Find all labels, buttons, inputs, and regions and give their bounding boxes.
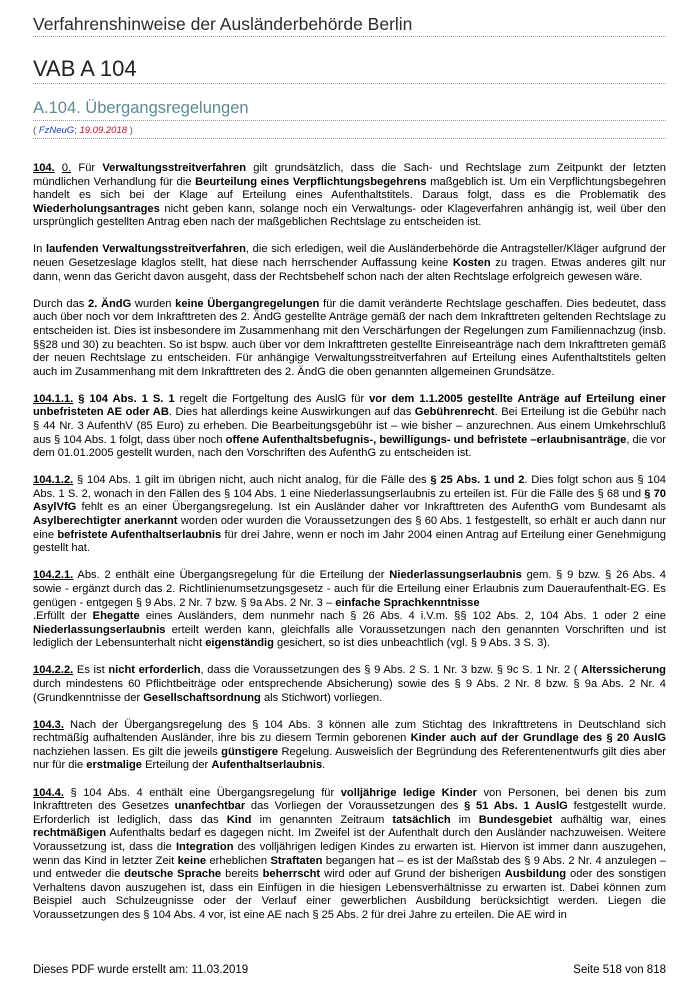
emphasis-text: laufenden Verwaltungsstreitverfahren	[45, 243, 246, 256]
emphasis-text: Ausbildung	[504, 868, 567, 881]
paragraph-text: 0.	[61, 162, 72, 174]
paragraph	[33, 719, 666, 773]
paragraph-text: erheblichen	[206, 854, 271, 867]
emphasis-text: § 51 Abs. 1 AuslG	[464, 800, 568, 813]
paragraph-number: 104.1.2.	[33, 474, 74, 487]
emphasis-text: Beurteilung eines Verpflichtungsbegehrens	[195, 175, 427, 188]
paragraph-text: das Vorliegen der Voraussetzungen des	[245, 800, 465, 813]
paragraph-text: Erteilung der	[142, 759, 212, 772]
paragraph-text: , dass die Voraussetzungen des § 9 Abs. 2 S. 1 Nr. 3 bzw. § 9c S. 1 Nr. 2 (	[200, 664, 582, 677]
meta-tag: FzNeuG	[38, 125, 75, 136]
paragraph-text: zu tragen. Etwas anderes gilt nur dann, wenn das Gericht davon ausgeht, dass der Rechtsbehelf schon nach der alten Rechtslage erfolgreich gewesen wäre.	[33, 257, 666, 283]
emphasis-text: Integration	[175, 840, 234, 853]
emphasis-text: Wiederholungsantrages	[33, 202, 160, 215]
emphasis-text: deutsche Sprache	[124, 868, 222, 881]
paragraph-text: . Dies folgt schon aus § 104 Abs. 1 S. 2, wonach in den Fällen des § 104 Abs. 1 eine Niederlassungserlaubnis zu erteilen ist. Für die Fälle des § 68 und	[33, 474, 666, 500]
emphasis-text: Bundesgebiet	[478, 813, 553, 826]
paragraph-text: worden oder wurden die Voraussetzungen des § 60 Abs. 1 festgestellt, so erhält er auch dann nur eine	[33, 515, 667, 541]
emphasis-text: Alterssicherung	[581, 664, 666, 677]
paragraph-text: Nach der Übergangsregelung des § 104 Abs. 3 können alle zum Stichtag des Inkrafttretens in Deutschland sich rechtmäßig aufhaltenden Ausländer, ihre bis zu diesem Termin geborenen	[33, 718, 666, 745]
paragraph	[33, 243, 666, 284]
page-footer	[33, 964, 666, 976]
document-title: VAB A 104	[33, 56, 137, 81]
paragraph-text: nachziehen lassen. Es gilt die jeweils	[33, 745, 222, 758]
paragraph-text: .Erfüllt der	[33, 610, 93, 623]
paragraph	[33, 569, 666, 651]
emphasis-text: rechtmäßigen	[33, 827, 107, 840]
emphasis-text: Verwaltungsstreitverfahren	[102, 162, 247, 174]
paragraph-text: erteilt werden kann, gleichfalls alle Voraussetzungen nach den genannten Vorschriften und ist lediglich der Lebensunterhalt nicht	[33, 623, 666, 650]
paragraph-text: Regelung. Ausweislich der Begründung des Referentenentwurfs gilt dies aber nur für die	[33, 745, 666, 772]
paragraph-text: Abs. 2 enthält eine Übergangsregelung für die Erteilung der	[73, 569, 390, 582]
meta-close: )	[127, 125, 133, 136]
paragraph	[33, 393, 666, 461]
paragraph-number: 104.	[33, 162, 55, 174]
paragraph-text: im	[450, 813, 479, 826]
emphasis-text: Kind	[226, 813, 252, 826]
paragraph-text: als Stichwort) vorliegen.	[260, 691, 383, 704]
paragraph-text: Für	[71, 162, 103, 174]
emphasis-text: keine	[177, 854, 207, 867]
emphasis-text: günstigere	[221, 745, 279, 758]
emphasis-text: volljährige ledige Kinder	[340, 786, 477, 799]
emphasis-text: Niederlassungserlaubnis	[33, 623, 166, 636]
paragraph-text: festgestellt wurde. Erforderlich ist lediglich, dass das	[33, 800, 666, 826]
meta-separator: ;	[74, 125, 80, 136]
emphasis-text: erstmalige	[86, 759, 142, 772]
paragraph-text: . Bei Erteilung ist die Gebühr nach § 44 Nr. 3 AufenthV (85 Euro) zu erheben. Die Bearbeitungsgebühr ist – wie bisher – anzurechnen. Aus einem Umkehrschluß aus § 104 Abs. 1 folgt, dass über noch	[33, 406, 667, 446]
paragraph-text: maßgeblich ist. Um ein Verpflichtungsbegehren handelt es sich bei der Klage auf Erteilung eines Aufenthaltstitels. Daraus folgt, dass es die Problematik des	[33, 175, 666, 202]
emphasis-text: unanfechtbar	[174, 800, 246, 813]
paragraph-text: von Personen, bei denen bis zum Inkrafttreten des Gesetzes	[33, 786, 666, 813]
emphasis-text: § 104 Abs. 1 S. 1	[78, 392, 175, 405]
meta-date: 19.09.2018	[79, 125, 128, 136]
emphasis-text: § 70 AsylVfG	[33, 487, 666, 514]
paragraph-text: Es ist	[73, 664, 109, 677]
emphasis-text: 2. ÄndG	[88, 297, 132, 310]
page-number: Seite 518 von 818	[573, 964, 666, 976]
revision-meta	[33, 124, 666, 138]
paragraph-text: , die vor dem 01.01.2005 gestellt wurden, nach den Vorschriften des AufenthG zu entscheiden ist.	[33, 433, 666, 460]
emphasis-text: Aufenthaltserlaubnis	[211, 759, 323, 772]
paragraph	[33, 298, 666, 380]
emphasis-text: Niederlassungserlaubnis	[389, 569, 522, 582]
paragraph-number: 104.2.2.	[33, 664, 74, 677]
divider	[33, 120, 666, 121]
emphasis-text: befristete Aufenthaltserlaubnis	[57, 528, 222, 541]
paragraph-text: regelt die Fortgeltung des AuslG für	[174, 392, 370, 405]
paragraph-text: im genannten Zeitraum	[251, 813, 393, 826]
paragraph-text: eines Ausländers, dem nunmehr nach § 26 Abs. 4 i.V.m. §§ 102 Abs. 2, 104 Abs. 1 oder 2 eine	[139, 610, 666, 623]
emphasis-text: nicht erforderlich	[108, 664, 201, 677]
section-title: A.104. Übergangsregelungen	[33, 99, 249, 117]
paragraph-text: für drei Jahre, wenn er noch im Jahr 2004 einen Antrag auf Erteilung einer Genehmigung gestellt hat.	[33, 528, 666, 555]
paragraph-text: bereits	[221, 868, 263, 881]
paragraph-text: . Dies hat allerdings keine Auswirkungen auf das	[168, 406, 415, 419]
emphasis-text: Kosten	[452, 257, 491, 270]
paragraph-text: § 104 Abs. 4 enthält eine Übergangsregelung für	[63, 786, 341, 799]
emphasis-text: Ehegatte	[92, 610, 140, 623]
paragraph-text: § 104 Abs. 1 gilt im übrigen nicht, auch nicht analog, für die Fälle des	[73, 474, 431, 487]
paragraph-number: 104.4.	[33, 786, 64, 799]
divider	[33, 36, 666, 37]
document-body	[33, 162, 666, 923]
emphasis-text: Straftaten	[270, 854, 323, 867]
paragraph	[33, 787, 666, 923]
emphasis-text: eigenständig	[205, 637, 274, 650]
paragraph	[33, 162, 666, 230]
paragraph-text: gilt grundsätzlich, dass die Sach- und Rechtslage zum Zeitpunkt der letzten mündlichen Verhandlung für die	[33, 162, 666, 188]
paragraph-text: gem. § 9 bzw. § 26 Abs. 4 sowie - ergänzt durch das 2. Richtlinienumsetzungsgesetz - auch für die Erteilung einer Erlaubnis zum Daueraufenthalt-EG. Es genügen - entgegen § 9 Abs. 2 Nr. 7 bzw. § 9a Abs. 2 Nr. 3 –	[33, 569, 666, 609]
emphasis-text: Gebührenrecht	[414, 406, 495, 419]
emphasis-text: einfache Sprachkenntnisse	[335, 596, 480, 609]
paragraph-text: durch mindestens 60 Pflichtbeiträge oder entsprechende Absicherung) sowie des § 9 Abs. 2 Nr. 8 bzw. § 9a Abs. 2 Nr. 4 (Grundkenntnisse der	[33, 678, 666, 704]
emphasis-text: beherrscht	[262, 868, 321, 881]
divider	[33, 83, 666, 84]
paragraph-text	[55, 162, 62, 174]
emphasis-text: vor dem 1.1.2005 gestellte Anträge auf Erteilung einer unbefristeten AE oder AB	[33, 392, 666, 419]
paragraph-number: 104.2.1.	[33, 569, 74, 582]
paragraph-text: oder des sonstigen Verhaltens davon auszugehen ist, dass ein Einfügen in die hiesigen Lebensverhältnisse zu erwarten ist. Dabei können zum Beispiel auch Schulzeugnisse oder der Verlauf einer gewerblichen Ausbildung berücksichtigt werden. Liegen die Voraussetzungen des § 104 Abs. 4 vor, ist eine AE nach § 25 Abs. 2 für drei Jahre zu erteilen. Die AE wird in	[33, 868, 666, 921]
document-page	[33, 0, 666, 936]
paragraph-text: für die damit veränderte Rechtslage geschaffen. Dies bedeutet, dass auch über noch vor dem Inkrafttreten des 2. ÄndG gestellte Anträge gemäß der nach dem Inkrafttreten geltenden Rechtslage zu entscheiden ist. Dies ist insbesondere im Zusammenhang mit den Verschärfungen der Regelungen zum Familiennachzug (insb. §§28 und 30) zu beachten. So ist bspw. auch über vor dem Inkrafttreten gestellte Einreiseanträge nach dem Inkrafttreten gemäß der neuen Rechtslage zu entscheiden. Für anhängige Verwaltungsstreitverfahren auf Erteilung eines Aufenthaltstitels gelten auch im Zusammenhang mit dem Inkrafttreten des 2. ÄndG die oben genannten allgemeinen Grundsätze.	[33, 297, 667, 378]
paragraph-text: .	[322, 759, 326, 772]
emphasis-text: Gesellschaftsordnung	[143, 691, 261, 704]
paragraph-text: begangen hat – es ist der Maßstab des § 9 Abs. 2 Nr. 4 anzulegen – und entweder die	[33, 854, 666, 881]
paragraph-text: In	[33, 243, 46, 256]
paragraph-text: , die sich erledigen, weil die Ausländerbehörde die Antragsteller/Kläger aufgrund der neuen Gesetzeslage klaglos stellt, hat diese nach herrschender Auffassung keine	[33, 243, 666, 270]
emphasis-text: § 25 Abs. 1 und 2	[430, 474, 525, 487]
emphasis-text: Asylberechtigter anerkannt	[33, 515, 178, 528]
paragraph-text: fehlt es an einer Übergangsregelung. Ist ein Ausländer daher vor Inkrafttreten des AufenthG vom Bundesamt als	[76, 501, 666, 514]
paragraph-text: nicht geben kann, solange noch ein Verwaltungs- oder Klageverfahren anhängig ist, weil über den ursprünglich gestellten Antrag eben nach der maßgeblichen Rechtslage zu entscheiden ist.	[33, 202, 666, 229]
paragraph-number: 104.1.1.	[33, 392, 74, 405]
site-title: Verfahrenshinweise der Ausländerbehörde Berlin	[33, 14, 413, 34]
paragraph	[33, 664, 666, 705]
paragraph-text: wird oder auf Grund der bisherigen	[320, 868, 505, 881]
paragraph-text: Aufenthalts bedarf es dagegen nicht. Im Zweifel ist der Aufenthalt durch den Ausländer nachzuweisen. Weitere Voraussetzung ist, dass die	[33, 827, 666, 853]
paragraph-text: Durch das	[33, 297, 88, 310]
emphasis-text: tatsächlich	[392, 813, 451, 826]
paragraph-text: gesichert, so ist dies unbeachtlich (vgl. § 9 Abs. 3 S. 3).	[273, 637, 551, 650]
created-date: Dieses PDF wurde erstellt am: 11.03.2019	[33, 964, 249, 976]
emphasis-text: keine Übergangregelungen	[175, 297, 320, 310]
paragraph-text: aufhältig war, eines	[552, 813, 666, 826]
paragraph-text: des volljährigen ledigen Kindes zu erwarten ist. Hiervon ist immer dann auszugehen, wenn das Kind in letzter Zeit	[33, 840, 666, 867]
paragraph-text: wurden	[131, 297, 176, 310]
emphasis-text: Kinder auch auf der Grundlage des § 20 AuslG	[410, 732, 666, 745]
divider	[33, 138, 666, 139]
paragraph-number: 104.3.	[33, 718, 64, 731]
meta-open: (	[33, 125, 39, 136]
emphasis-text: offene Aufenthaltsbefugnis-, bewilligungs- und befristete –erlaubnisanträge	[225, 433, 627, 446]
paragraph	[33, 474, 666, 556]
